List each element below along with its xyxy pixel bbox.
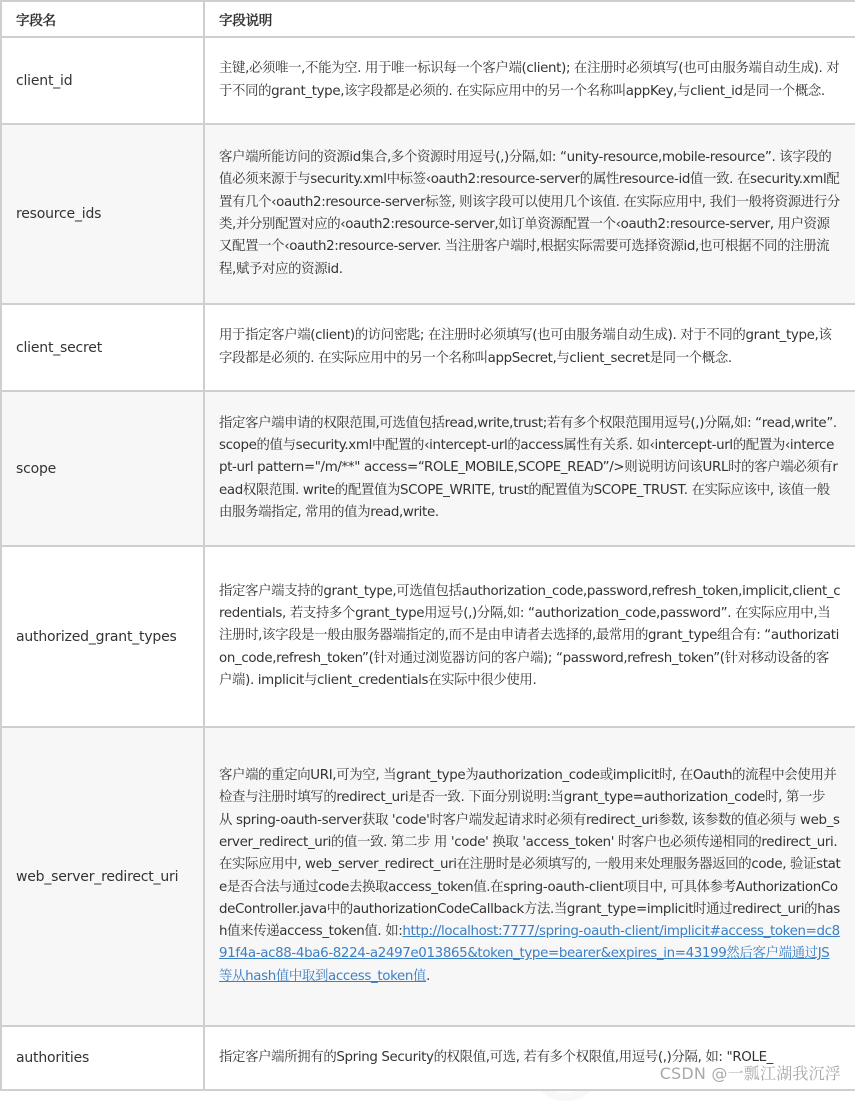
field-name-cell: scope [1,391,204,546]
table-row-client-secret [1,304,855,391]
field-name-cell: resource_ids [1,124,204,304]
field-name-cell: client_id [1,37,204,124]
field-description-cell: 指定客户端所拥有的Spring Security的权限值,可选, 若有多个权限值,用逗号(,)分隔, 如: "ROLE_ [204,1026,855,1090]
table-row-client-id [1,37,855,124]
implicit-example-link[interactable]: http://localhost:7777/spring-oauth-client/implicit#access_token=dc891f4a-ac88-4ba6-8224-a2497e013865&token_type=bearer&expires_in=43199然后客户端通过JS等从hash值中取到access_token值 [219,924,840,984]
field-name-cell: web_server_redirect_uri [1,727,204,1026]
header-field-name: 字段名 [1,1,204,37]
field-name-cell: client_secret [1,304,204,391]
field-description-cell: 指定客户端支持的grant_type,可选值包括authorization_code,password,refresh_token,implicit,client_credentials, 若支持多个grant_type用逗号(,)分隔,如: “authorization_code,password”. 在实际应用中,当注册时,该字段是一般由服务器端指定的,而不是由申请者去选择的,最常用的grant_type组合有: “authorization_code,refresh_token”(针对通过浏览器访问的客户端); “password,refresh_token”(针对移动设备的客户端). implicit与client_credentials在实际中很少使用. [204,546,855,727]
field-description-cell [204,727,855,1026]
table-row-resource-ids [1,124,855,304]
table-header-row [1,1,855,37]
field-name-cell: authorities [1,1026,204,1090]
table-row-authorized-grant-types [1,546,855,727]
header-field-description: 字段说明 [204,1,855,37]
field-description-cell: 用于指定客户端(client)的访问密匙; 在注册时必须填写(也可由服务端自动生成). 对于不同的grant_type,该字段都是必须的. 在实际应用中的另一个名称叫appSecret,与client_secret是同一个概念. [204,304,855,391]
field-description-cell: 指定客户端申请的权限范围,可选值包括read,write,trust;若有多个权限范围用逗号(,)分隔,如: “read,write”. scope的值与security.xml中配置的‹intercept-url的access属性有关系. 如‹intercept-url的配置为‹intercept-url pattern="/m/**" access=“ROLE_MOBILE,SCOPE_READ”/>则说明访问该URL时的客户端必须有read权限范围. write的配置值为SCOPE_WRITE, trust的配置值为SCOPE_TRUST. 在实际应该中, 该值一般由服务端指定, 常用的值为read,write. [204,391,855,546]
table-row-scope [1,391,855,546]
table-row-web-server-redirect-uri [1,727,855,1026]
csdn-watermark: CSDN @一瓢江湖我沉浮 [659,1064,841,1083]
field-description-cell: 客户端所能访问的资源id集合,多个资源时用逗号(,)分隔,如: “unity-resource,mobile-resource”. 该字段的值必须来源于与security.xml中标签‹oauth2:resource-server的属性resource-id值一致. 在security.xml配置有几个‹oauth2:resource-server标签, 则该字段可以使用几个该值. 在实际应用中, 我们一般将资源进行分类,并分别配置对应的‹oauth2:resource-server,如订单资源配置一个‹oauth2:resource-server, 用户资源又配置一个‹oauth2:resource-server. 当注册客户端时,根据实际需要可选择资源id,也可根据不同的注册流程,赋予对应的资源id. [204,124,855,304]
description-suffix: . [426,968,431,984]
description-text: 客户端的重定向URI,可为空, 当grant_type为authorization_code或implicit时, 在Oauth的流程中会使用并检查与注册时填写的redirect_uri是否一致. 下面分别说明:当grant_type=authorization_code时, 第一步 从 spring-oauth-server获取 'code'时客户端发起请求时必须有redirect_uri参数, 该参数的值必须与 web_server_redirect_uri的值一致. 第二步 用 'code' 换取 'access_token' 时客户也必须传递相同的redirect_uri. 在实际应用中, web_server_redirect_uri在注册时是必须填写的, 一般用来处理服务器返回的code, 验证state是否合法与通过code去换取access_token值.在spring-oauth-client项目中, 可具体参考AuthorizationCodeController.java中的authorizationCodeCallback方法.当grant_type=implicit时通过redirect_uri的hash值来传递access_token值. 如: [219,768,841,940]
field-name-cell: authorized_grant_types [1,546,204,727]
field-description-cell: 主键,必须唯一,不能为空. 用于唯一标识每一个客户端(client); 在注册时必须填写(也可由服务端自动生成). 对于不同的grant_type,该字段都是必须的. 在实际应用中的另一个名称叫appKey,与client_id是同一个概念. [204,37,855,124]
